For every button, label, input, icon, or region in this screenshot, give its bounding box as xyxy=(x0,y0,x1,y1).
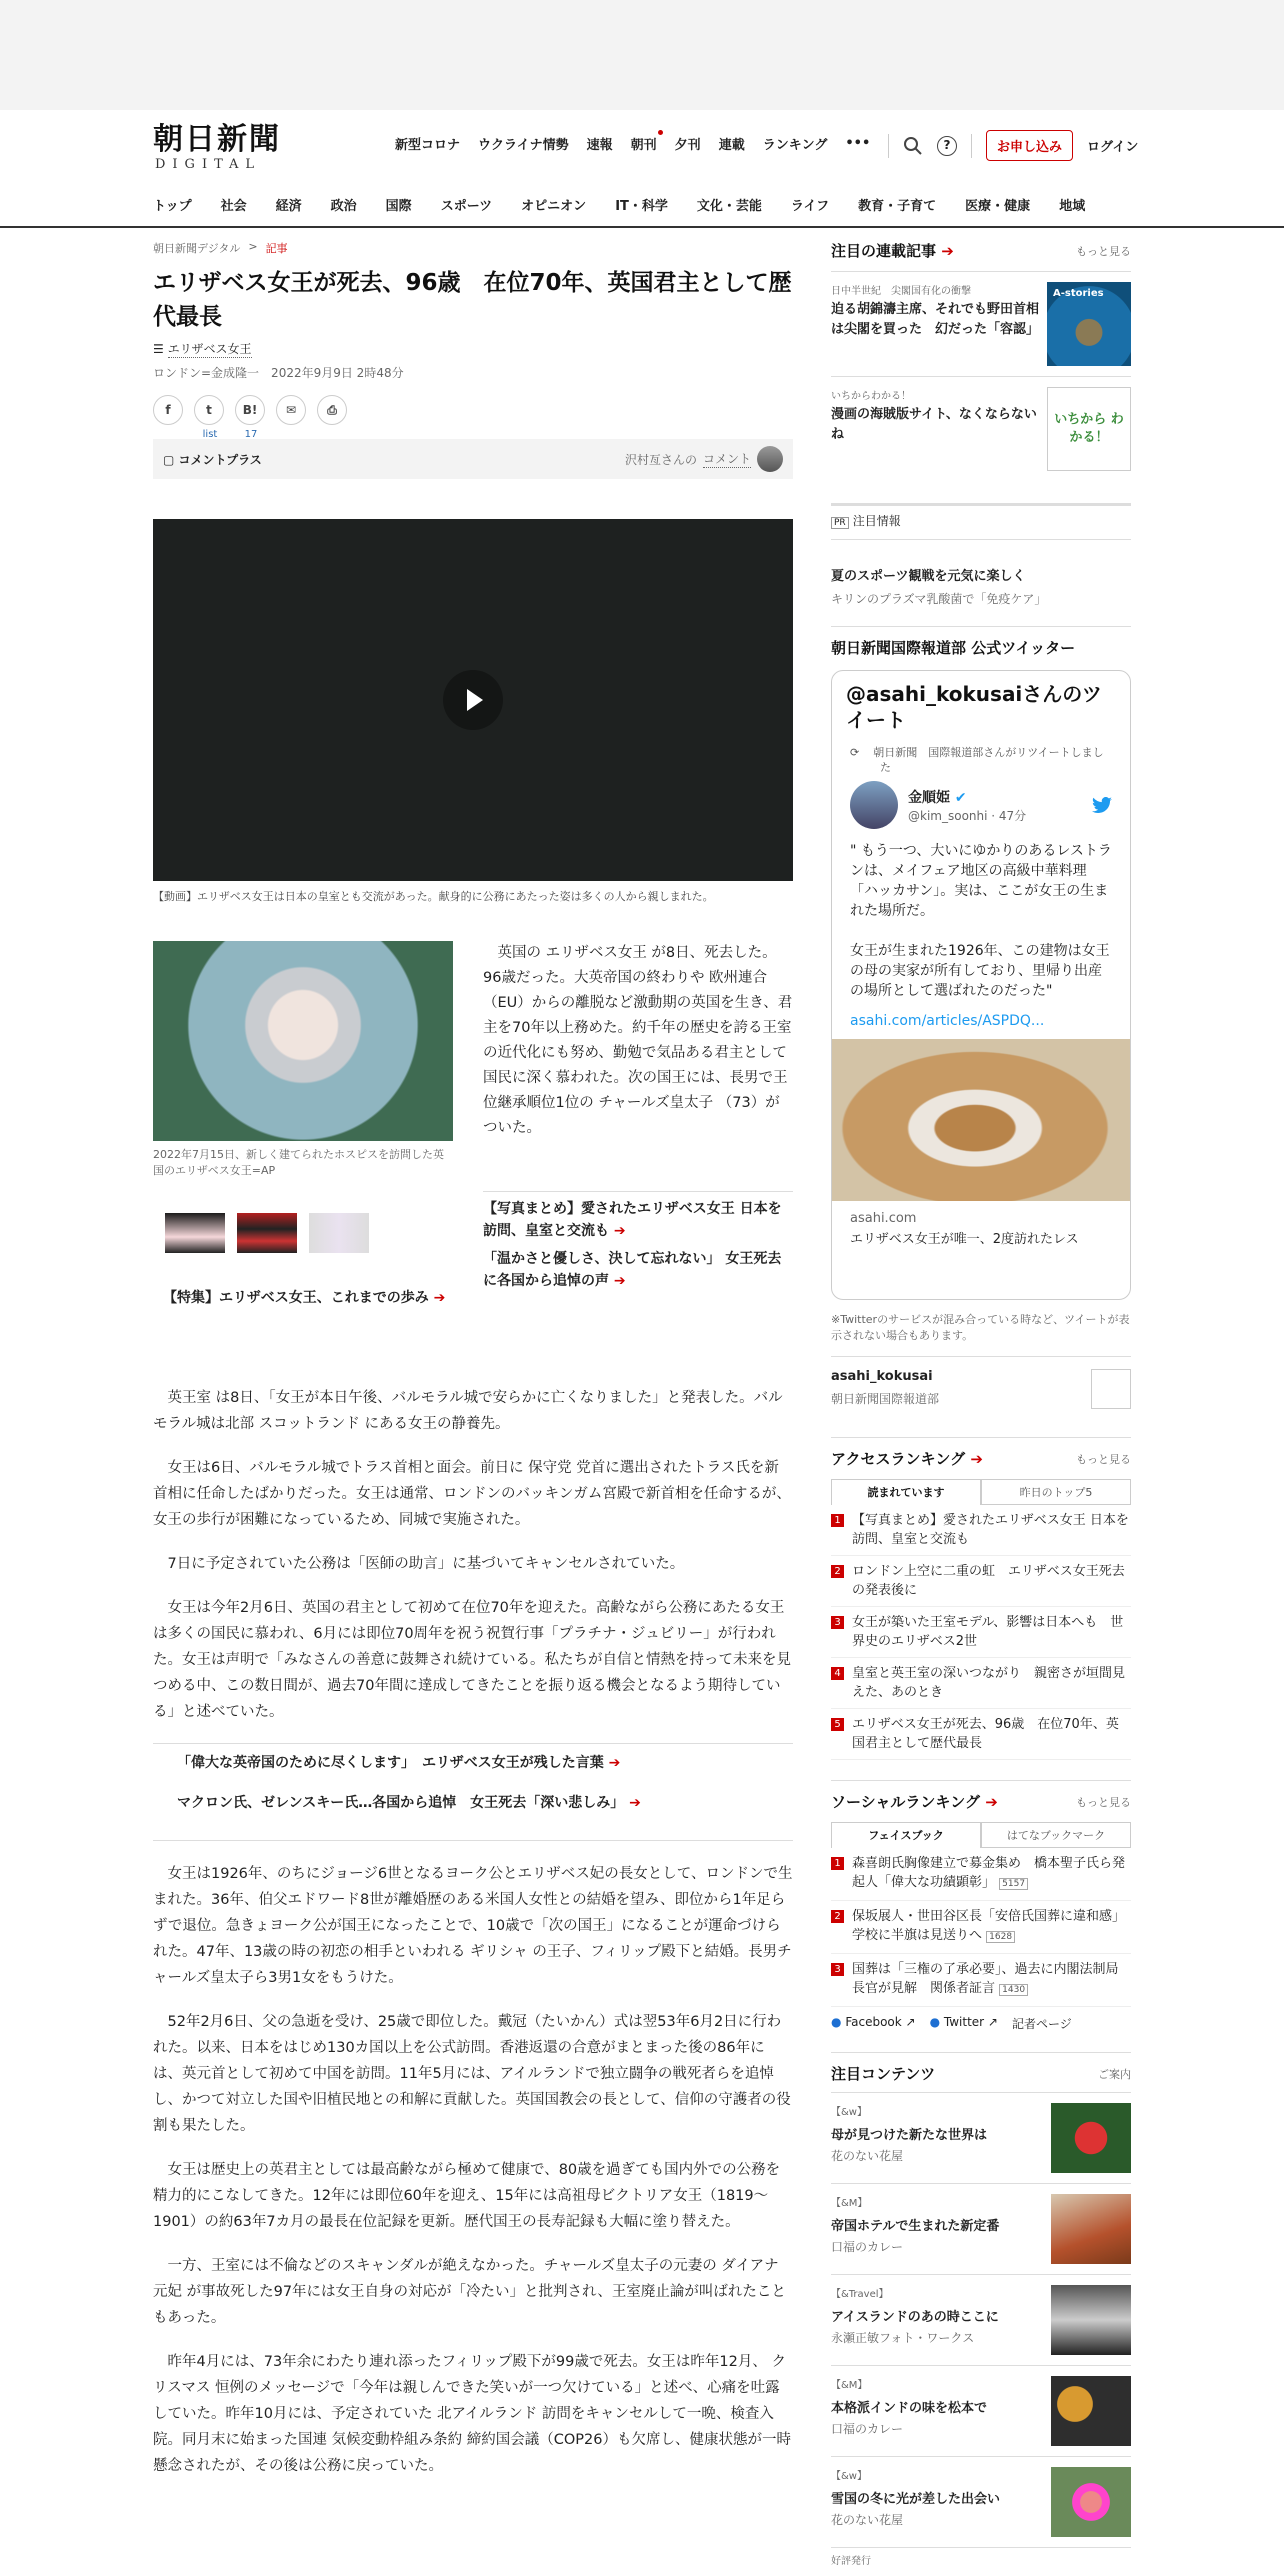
cat-health[interactable]: 医療・健康 xyxy=(965,199,1031,214)
author-name[interactable]: asahi_kokusai xyxy=(831,1369,933,1384)
tweet-link[interactable]: asahi.com/articles/ASPDQ... xyxy=(850,1013,1045,1029)
ad-banner xyxy=(0,0,1284,110)
byline: ロンドン=金成隆一 2022年9月9日 2時48分 xyxy=(153,366,404,380)
tweet-text: " もう一つ、大いにゆかりのあるレストランは、メイフェア地区の高級中華料理「ハッカサン」。実は、ここが女王の生まれた場所だ。 女王が生まれた1926年、この建物は女王の母の実家が所有しており、里帰り出産の場所として選ばれたのだった" xyxy=(850,843,1112,999)
twitter-author xyxy=(831,1356,1131,1409)
video-caption: 【動画】エリザベス女王は日本の皇室とも交流があった。献身的に公務にあたった姿は多くの人から親しまれた。 xyxy=(153,890,714,903)
ranking-item[interactable]: 2 ロンドン上空に二重の虹 エリザベス女王死去の発表後に xyxy=(831,1556,1131,1607)
share-count: 5157 xyxy=(999,1878,1028,1890)
comment-author: 沢村亙さんの xyxy=(624,452,697,467)
social-tabs xyxy=(831,1822,1131,1848)
ranking-item[interactable]: 3 女王が築いた王室モデル、影響は日本へも 世界史のエリザベス2世 xyxy=(831,1607,1131,1658)
share-count: 1628 xyxy=(986,1931,1015,1943)
content-thumbnail xyxy=(1051,2467,1131,2537)
related-links-inline xyxy=(153,1743,793,1841)
breadcrumb-separator: > xyxy=(248,240,258,253)
topic-tag-label: エリザベス女王 xyxy=(167,342,252,356)
search-icon[interactable] xyxy=(903,136,923,156)
comment-link[interactable]: コメント xyxy=(702,452,751,466)
serial-thumbnail: いちから わかる！ xyxy=(1047,387,1131,471)
ranking-item[interactable]: 5 エリザベス女王が死去、96歳 在位70年、英国君主として歴代最長 xyxy=(831,1709,1131,1760)
ranking-item[interactable]: 4 皇室と英王室の深いつながり 親密さが垣間見えた、あのとき xyxy=(831,1658,1131,1709)
share-count: 1430 xyxy=(999,1984,1028,1996)
content-thumbnail xyxy=(1051,2194,1131,2264)
content-item[interactable]: 【&M】 本格派インドの味を松本で 口福のカレー xyxy=(831,2365,1131,2456)
content-item[interactable]: 【&w】 母が見つけた新たな世界は 花のない花屋 xyxy=(831,2092,1131,2183)
article-column xyxy=(153,240,793,1306)
tweet-card-image[interactable] xyxy=(832,1039,1130,1201)
featured-contents-title: 注目コンテンツ xyxy=(831,2065,936,2083)
related-link-photos[interactable]: 【写真まとめ】愛されたエリザベス女王 日本を訪問、皇室と交流も ➔ xyxy=(483,1201,782,1239)
nav-serial[interactable]: 連載 xyxy=(718,138,745,153)
guide-link[interactable]: ご案内 xyxy=(1098,2067,1131,2081)
avatar[interactable] xyxy=(850,781,898,829)
photo-caption: 2022年7月15日、新しく建てられたホスピスを訪問した英国のエリザベス女王=AP xyxy=(153,1148,444,1177)
nav-breaking[interactable]: 速報 xyxy=(586,138,613,153)
divider xyxy=(888,134,889,158)
related-links xyxy=(483,1191,793,1292)
social-ranking-list xyxy=(831,1848,1131,2007)
content-item[interactable]: 【&Travel】 アイスランドのあの時ここに 永瀬正敏フォト・ワークス xyxy=(831,2274,1131,2365)
body-paragraph: 女王は6日、バルモラル城でトラス首相と面会。前日に 保守党 党首に選出されたトラス氏を新首相に任命したばかりだった。女王は通常、ロンドンのバッキンガム宮殿で新首相を任命するが、女王の歩行が困難になっているため、同城で実施された。 xyxy=(153,1460,791,1528)
promo-label: 好評発行 xyxy=(831,2547,1131,2567)
ranking-item[interactable]: 1 森喜朗氏胸像建立で募金集め 橋本聖子氏ら発起人「偉大な功績顕彰」 5157 xyxy=(831,1848,1131,1901)
lead-paragraph: 英国の エリザベス女王 が8日、死去した。96歳だった。大英帝国の終わりや 欧州連合 （EU）からの離脱など激動期の英国を生き、君主を70年以上務めた。約千年の歴史を誇る王室の近代化にも努め、勤勉で気品ある君主として国民に深く慕われた。次の国王には、長男で王位継承順位1位の チャールズ皇太子 （73）がついた。 xyxy=(483,945,793,1136)
related-link-reactions[interactable]: 「温かさと優しさ、決して忘れない」 女王死去に各国から追悼の声 ➔ xyxy=(483,1251,782,1289)
play-icon[interactable] xyxy=(443,670,503,730)
tab-facebook[interactable]: フェイスブック xyxy=(831,1822,981,1848)
cat-it-science[interactable]: IT・科学 xyxy=(615,199,668,214)
featured-contents-header xyxy=(831,2052,1131,2084)
more-link[interactable]: もっと見る xyxy=(1076,244,1131,258)
body-paragraph: 一方、王室には不倫などのスキャンダルが絶えなかった。チャールズ皇太子の元妻の ダイアナ元妃 が事故死した97年には女王自身の対応が「冷たい」と批判され、王室廃止論が叫ばれたこともあった。 xyxy=(153,2258,786,2326)
breadcrumb-current[interactable]: 記事 xyxy=(265,242,288,255)
pr-item[interactable]: 夏のスポーツ観戦を元気に楽しく キリンのプラズマ乳酸菌で「免疫ケア」 xyxy=(831,539,1131,610)
nav-morning[interactable]: 朝刊 xyxy=(631,134,657,153)
comment-plus-label[interactable]: ▢ コメントプラス xyxy=(163,452,262,467)
category-nav xyxy=(153,195,1114,214)
content-thumbnail xyxy=(1051,2103,1131,2173)
lead-section xyxy=(153,941,793,1306)
related-link-condolences[interactable]: マクロン氏、ゼレンスキー氏…各国から追悼 女王死去「深い悲しみ」 ➔ xyxy=(177,1795,641,1811)
serial-header xyxy=(831,240,1131,261)
access-tabs xyxy=(831,1479,1131,1505)
body-paragraph: 女王は歴史上の英君主としては最高齢ながら極めて健康で、80歳を過ぎても国内外での公務を精力的にこなしてきた。12年には即位60年を迎え、15年には高祖母ビクトリア女王（1819～1901）の約63年7カ月の最長在位記録を更新。歴代国王の長寿記録も大幅に塗り替えた。 xyxy=(153,2162,781,2230)
pr-badge: PR xyxy=(831,517,849,529)
sidebar xyxy=(831,240,1131,2567)
access-ranking-title[interactable]: アクセスランキング ➔ xyxy=(831,1450,983,1468)
avatar[interactable] xyxy=(757,446,783,472)
serial-item[interactable]: いちからわかる！ 漫画の海賊版サイト、なくならないね いちから わかる！ xyxy=(831,376,1131,481)
help-icon[interactable]: ? xyxy=(937,136,957,156)
reporter-page-link[interactable]: 記者ページ xyxy=(1011,2017,1072,2031)
thumbnail[interactable] xyxy=(165,1213,225,1253)
thumbnail[interactable] xyxy=(309,1213,369,1253)
pr-section: PR 注目情報 xyxy=(831,503,1131,529)
breadcrumb xyxy=(153,240,793,256)
content-thumbnail xyxy=(1051,2285,1131,2355)
cat-international[interactable]: 国際 xyxy=(385,199,412,214)
comment-plus-bar xyxy=(153,439,793,479)
author-image[interactable] xyxy=(1091,1369,1131,1409)
cat-sports[interactable]: スポーツ xyxy=(440,199,493,214)
retweet-icon: ⟳ xyxy=(850,746,860,759)
cat-society[interactable]: 社会 xyxy=(220,199,247,214)
cat-culture[interactable]: 文化・芸能 xyxy=(696,199,762,214)
serial-item[interactable]: 日中半世紀 尖閣国有化の衝撃 迫る胡錦濤主席、それでも野田首相は尖閣を買った 幻だった「容認」 A-stories xyxy=(831,271,1131,376)
nav-ranking[interactable]: ランキング xyxy=(762,138,828,153)
author-desc: 朝日新聞国際報道部 xyxy=(831,1392,940,1406)
tab-yesterday-top5[interactable]: 昨日のトップ5 xyxy=(981,1479,1131,1505)
cat-education[interactable]: 教育・子育て xyxy=(858,199,937,214)
cat-economy[interactable]: 経済 xyxy=(275,199,302,214)
cat-politics[interactable]: 政治 xyxy=(330,199,357,214)
article-title: エリザベス女王が死去、96歳 在位70年、英国君主として歴代最長 xyxy=(153,270,792,330)
divider xyxy=(971,134,972,158)
photo-thumbnails xyxy=(165,1213,369,1253)
more-link[interactable]: もっと見る xyxy=(1076,1795,1131,1809)
body-paragraph: 英王室 は8日、「女王が本日午後、バルモラル城で安らかに亡くなりました」と発表した。バルモラル城は北部 スコットランド にある女王の静養先。 xyxy=(153,1390,783,1432)
tweet-card-domain: asahi.com xyxy=(850,1211,917,1226)
sns-links xyxy=(831,2015,1131,2032)
tab-most-read[interactable]: 読まれています xyxy=(831,1479,981,1505)
tweet[interactable] xyxy=(832,733,1130,1259)
facebook-icon: ● xyxy=(831,2015,842,2029)
serial-thumbnail: A-stories xyxy=(1047,282,1131,366)
body-paragraph: 52年2月6日、父の急逝を受け、25歳で即位した。戴冠（たいかん）式は翌53年6月2日に行われた。以来、日本をはじめ130カ国以上を公式訪問。香港返還の合意がまとまった後の86年には、英元首として初めて中国を訪問。11年5月には、アイルランドで独立闘争の戦死者らを追悼し、かつて対立した国や旧植民地との和解に貢献した。英国国教会の長として、信仰の守護者の役割も果たした。 xyxy=(153,2014,791,2134)
twitter-timeline-title: @asahi_kokusaiさんのツイート xyxy=(846,682,1102,732)
video-player[interactable] xyxy=(153,519,793,881)
retweet-note: ⟳ 朝日新聞 国際報道部さんがリツイートしました xyxy=(850,746,1104,774)
facebook-link[interactable]: ● Facebook ↗ xyxy=(831,2015,916,2029)
more-link[interactable]: もっと見る xyxy=(1076,1452,1131,1466)
queen-photo[interactable] xyxy=(153,941,453,1141)
social-ranking-header xyxy=(831,1780,1131,1812)
breadcrumb-home[interactable]: 朝日新聞デジタル xyxy=(153,242,241,255)
verified-icon: ✔ xyxy=(954,789,967,806)
body-paragraph: 昨年4月には、73年余にわたり連れ添ったフィリップ殿下が99歳で死去。女王は昨年12月、 クリスマス 恒例のメッセージで「今年は親しんできた笑いが一つ欠けている」と述べ、心痛を吐露していた。昨年10月には、予定されていた 北アイルランド 訪問をキャンセルして一晩、検査入院。同月末に始まった国連 気候変動枠組み条約 締約国会議（COP26）も欠席し、健康状態が一時懸念されたが、その後は公務に戻っていた。 xyxy=(153,2354,791,2474)
access-ranking-header xyxy=(831,1437,1131,1469)
cat-life[interactable]: ライフ xyxy=(790,199,830,214)
hatena-bookmark-icon[interactable]: B! 17 xyxy=(235,395,265,425)
body-paragraph: 女王は1926年、のちにジョージ6世となるヨーク公とエリザベス妃の長女として、ロンドンで生まれた。36年、伯父エドワード8世が離婚歴のある米国人女性との結婚を望み、即位から1年足らずで退位。急きょヨーク公が国王になったことで、10歳で「次の国王」になることが運命づけられた。47年、13歳の時の初恋の相手といわれる ギリシャ の王子、フィリップ殿下と結婚。長男チャールズ皇太子ら3男1女をもうけた。 xyxy=(153,1866,793,1986)
cat-region[interactable]: 地域 xyxy=(1059,199,1086,214)
serial-title[interactable]: 注目の連載記事 ➔ xyxy=(831,242,954,260)
ranking-item[interactable]: 1 【写真まとめ】愛されたエリザベス女王 日本を訪問、皇室と交流も xyxy=(831,1505,1131,1556)
twitter-count[interactable]: list xyxy=(202,429,218,440)
more-menu-icon[interactable]: ••• xyxy=(845,136,871,151)
login-button[interactable]: ログイン xyxy=(1087,140,1139,155)
subscribe-button[interactable]: お申し込み xyxy=(986,130,1073,161)
twitter-icon: ● xyxy=(929,2015,941,2029)
thumbnail[interactable] xyxy=(237,1213,297,1253)
tweet-author[interactable]: 金順姫 ✔ @kim_soonhi · 47分 xyxy=(850,781,1112,829)
tweet-card-title[interactable]: エリザベス女王が唯一、2度訪れたレス xyxy=(850,1232,1079,1247)
header-utilities xyxy=(888,130,1138,161)
share-buttons xyxy=(153,395,793,440)
ranking-item[interactable]: 2 保坂展人・世田谷区長「安倍氏国葬に違和感」 学校に半旗は見送りへ 1628 xyxy=(831,1901,1131,1954)
twitter-bird-icon xyxy=(1092,797,1112,813)
mail-share-icon[interactable]: ✉ xyxy=(276,395,306,425)
facebook-share-icon[interactable]: f xyxy=(153,395,183,425)
feature-link[interactable]: 【特集】エリザベス女王、これまでの歩み ➔ xyxy=(163,1290,446,1306)
related-link-words[interactable]: 「偉大な英帝国のために尽くします」 エリザベス女王が残した言葉 ➔ xyxy=(177,1755,621,1771)
tab-hatena[interactable]: はてなブックマーク xyxy=(981,1822,1131,1848)
site-header xyxy=(0,110,1284,228)
print-icon[interactable]: ⎙ xyxy=(317,395,347,425)
body-paragraph: 7日に予定されていた公務は「医師の助言」に基づいてキャンセルされていた。 xyxy=(167,1556,685,1572)
site-logo[interactable]: 朝日新聞 DIGITAL xyxy=(153,122,281,172)
content-thumbnail xyxy=(1051,2376,1131,2446)
social-ranking-title[interactable]: ソーシャルランキング ➔ xyxy=(831,1793,998,1811)
topic-tag[interactable] xyxy=(153,340,793,358)
cat-opinion[interactable]: オピニオン xyxy=(521,199,587,214)
nav-covid[interactable]: 新型コロナ xyxy=(395,138,461,153)
twitter-share-icon[interactable]: t list xyxy=(194,395,224,425)
article-body xyxy=(153,1385,793,2497)
cat-top[interactable]: トップ xyxy=(153,199,192,214)
hatena-count[interactable]: 17 xyxy=(244,429,258,440)
list-icon: ☰ xyxy=(153,342,164,356)
content-item[interactable]: 【&M】 帝国ホテルで生まれた新定番 口福のカレー xyxy=(831,2183,1131,2274)
twitter-section-title: 朝日新聞国際報道部 公式ツイッター xyxy=(831,626,1131,658)
twitter-note: ※Twitterのサービスが混み合っている時など、ツイートが表示されない場合もあります。 xyxy=(831,1313,1130,1342)
twitter-timeline[interactable] xyxy=(831,670,1131,1300)
nav-evening[interactable]: 夕刊 xyxy=(674,138,701,153)
content-item[interactable]: 【&w】 雪国の冬に光が差した出会い 花のない花屋 xyxy=(831,2456,1131,2547)
twitter-link[interactable]: ● Twitter ↗ xyxy=(929,2015,998,2029)
ranking-item[interactable]: 3 国葬は「三権の了承必要」、過去に内閣法制局長官が見解 関係者証言 1430 xyxy=(831,1954,1131,2007)
top-nav xyxy=(395,134,870,153)
nav-ukraine[interactable]: ウクライナ情勢 xyxy=(478,138,569,153)
access-ranking-list xyxy=(831,1505,1131,1760)
body-paragraph: 女王は今年2月6日、英国の君主として初めて在位70年を迎えた。高齢ながら公務にあたる女王は多くの国民に慕われ、6月には即位70周年を祝う祝賀行事「プラチナ・ジュビリー」が行われた。女王は声明で「みなさんの善意に鼓舞され続けている。私たちが自信と情熱を持って未来を見つめる中、この数日間が、過去70年間に達成してきたことを振り返る機会となるよう期待している」と述べていた。 xyxy=(153,1600,791,1720)
